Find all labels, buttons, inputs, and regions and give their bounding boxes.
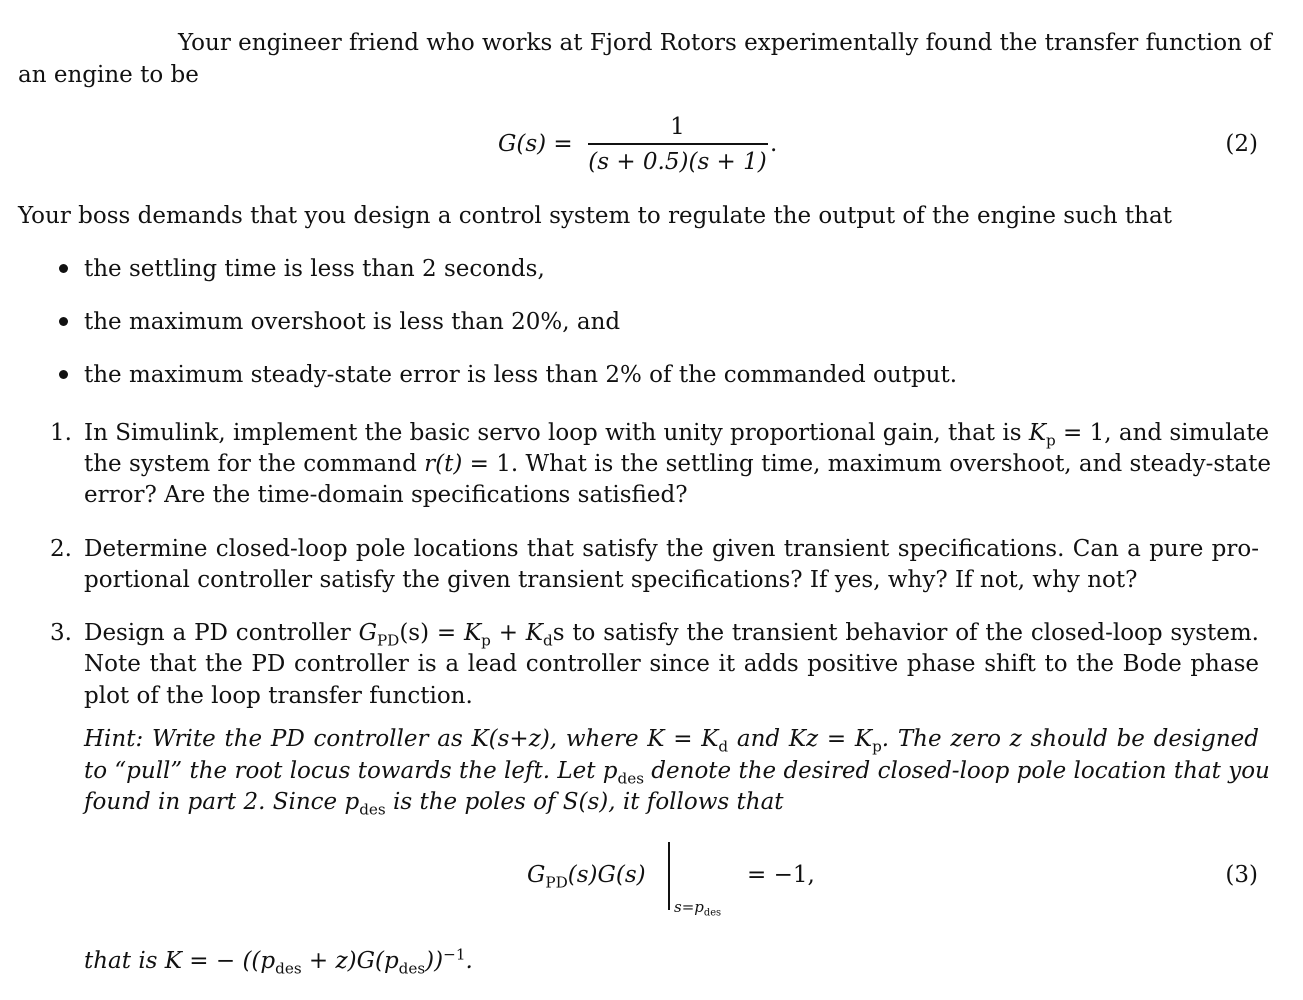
question-2-line-2: portional controller satisfy the given transient specifications? If yes, why? If not, why not?	[84, 567, 1138, 593]
boss-demand-line: Your boss demands that you design a control system to regulate the output of the engine such that	[18, 203, 1172, 229]
question-1-number: 1.	[50, 420, 72, 446]
hint-line-2: to “pull” the root locus towards the left. Let $p_{des}$ denote the desired closed-loop pole location that you	[84, 758, 1270, 788]
eq2-lhs: G(s) =	[498, 131, 573, 157]
hint-line-3: found in part 2. Since $p_{des}$ is the poles of S(s), it follows that	[84, 789, 784, 819]
eq3-lhs: $G_{PD}(s)G(s)$	[527, 862, 646, 892]
gain-formula-line: that is K = − $((p_{des} + z)G(p_{des}))^{-1}$.	[84, 945, 473, 978]
eq3-evaluation-point: $s=p_{des}$	[674, 898, 722, 919]
eq2-numerator: 1	[670, 114, 685, 140]
question-1-line-3: error? Are the time-domain specifications satisfied?	[84, 482, 688, 508]
eq2-denominator: (s + 0.5)(s + 1)	[588, 149, 767, 175]
spec-overshoot: the maximum overshoot is less than 20%, and	[84, 309, 621, 335]
eq2-number: (2)	[1225, 131, 1258, 157]
intro-line-1: Your engineer friend who works at Fjord Rotors experimentally found the transfer function of	[178, 30, 1272, 56]
bullet-dot	[59, 264, 68, 273]
bullet-dot	[59, 370, 68, 379]
eq3-number: (3)	[1225, 862, 1258, 888]
hint-line-1: Hint: Write the PD controller as K(s+z), where $K = K_d$ and $Kz = K_p$. The zero z should be designed	[84, 726, 1260, 756]
eq3-rhs: = −1,	[747, 862, 815, 888]
question-3-line-1: Design a PD controller $G_{PD}(s) = K_p + K_ds$ to satisfy the transient behavior of the closed-loop system.	[84, 620, 1259, 650]
eq2-fraction-bar	[588, 143, 768, 145]
spec-steady-state-error: the maximum steady-state error is less than 2% of the commanded output.	[84, 362, 958, 388]
question-2-number: 2.	[50, 536, 72, 562]
eq2-period: .	[770, 131, 778, 157]
intro-line-2: an engine to be	[18, 62, 199, 88]
question-3-number: 3.	[50, 620, 72, 646]
question-1-line-2: the system for the command r(t) = 1. What is the settling time, maximum overshoot, and steady-state	[84, 451, 1271, 477]
bullet-dot	[59, 317, 68, 326]
question-3-line-2: Note that the PD controller is a lead controller since it adds positive phase shift to the Bode phase	[84, 651, 1259, 677]
eq3-evaluation-bar	[668, 842, 670, 910]
question-2-line-1: Determine closed-loop pole locations that satisfy the given transient specifications. Can a pure pro-	[84, 536, 1259, 562]
question-1-line-1: In Simulink, implement the basic servo loop with unity proportional gain, that is $K_p = 1$, and simulate	[84, 420, 1270, 450]
spec-settling-time: the settling time is less than 2 seconds,	[84, 256, 545, 282]
question-3-line-3: plot of the loop transfer function.	[84, 683, 473, 709]
